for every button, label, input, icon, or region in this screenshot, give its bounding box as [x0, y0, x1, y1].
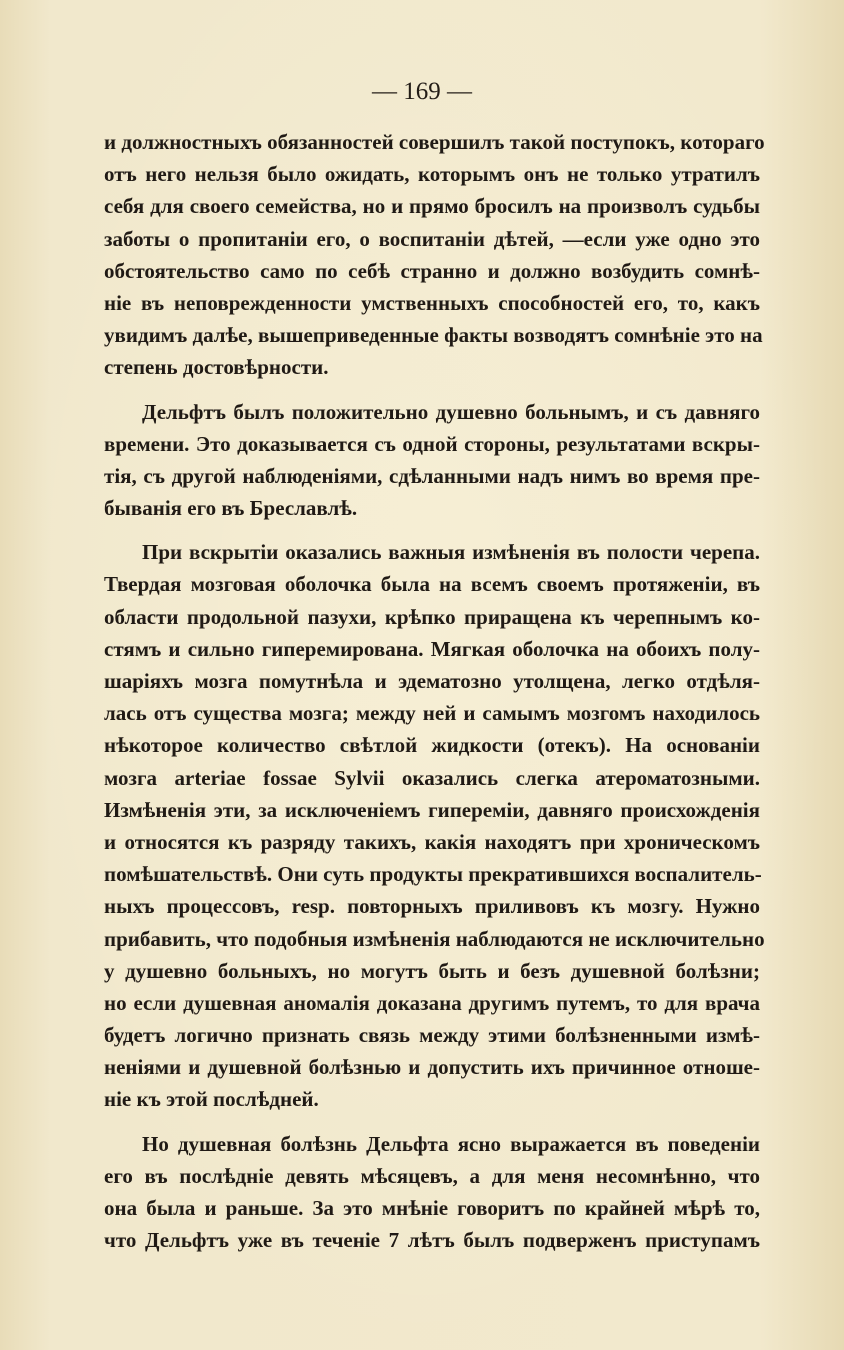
text-line: Дельфтъ былъ положительно душевно больнымъ, и съ давняго [142, 399, 760, 424]
text-line: себя для своего семейства, но и прямо бросилъ на произволъ судьбы [104, 194, 760, 219]
text-line: стямъ и сильно гиперемирована. Мягкая оболочка на обоихъ полу- [104, 636, 760, 661]
text-line: мозга arteriae fossae Sylvii оказались слегка атероматозными. [104, 765, 760, 790]
text-line: заботы о пропитаніи его, о воспитаніи дѣтей, —если уже одно это [104, 226, 760, 251]
text-line: При вскрытіи оказались важныя измѣненія въ полости черепа. [142, 540, 760, 565]
paragraph-gap [104, 524, 760, 536]
body-text [104, 126, 765, 1256]
paragraph-gap [104, 384, 760, 396]
text-line: неніями и душевной болѣзнью и допустить ихъ причинное отноше- [104, 1055, 760, 1080]
text-line: увидимъ далѣе, вышеприведенные факты возводятъ сомнѣніе это на [104, 323, 763, 348]
text-line: времени. Это доказывается съ одной стороны, результатами вскры- [104, 431, 760, 456]
text-line: лась отъ существа мозга; между ней и самымъ мозгомъ находилось [104, 701, 760, 726]
text-line: области продольной пазухи, крѣпко приращена къ черепнымъ ко- [104, 604, 760, 629]
text-line: у душевно больныхъ, но могутъ быть и безъ душевной болѣзни; [104, 958, 760, 983]
text-line: она была и раньше. За это мнѣніе говоритъ по крайней мѣрѣ то, [104, 1196, 760, 1220]
text-line: ныхъ процессовъ, resp. повторныхъ приливовъ къ мозгу. Нужно [104, 894, 760, 919]
text-line: его въ послѣдніе девять мѣсяцевъ, а для меня несомнѣнно, что [104, 1163, 760, 1188]
text-line: степень достовѣрности. [104, 355, 329, 380]
text-line: и должностныхъ обязанностей совершилъ такой поступокъ, котораго [104, 130, 765, 154]
text-line: помѣшательствѣ. Они суть продукты прекратившихся воспалитель- [104, 862, 762, 887]
text-line: быванія его въ Бреславлѣ. [104, 496, 358, 521]
text-line: отъ него нельзя было ожидать, которымъ онъ не только утратилъ [104, 162, 760, 187]
text-line: но если душевная аномалія доказана другимъ путемъ, то для врача [104, 990, 760, 1015]
text-line: нѣкоторое количество свѣтлой жидкости (отекъ). На основаніи [104, 733, 760, 758]
text-line: обстоятельство само по себѣ странно и должно возбудить сомнѣ- [104, 258, 760, 283]
text-line: Твердая мозговая оболочка была на всемъ своемъ протяженіи, въ [104, 572, 760, 597]
text-line: ніе къ этой послѣдней. [104, 1087, 319, 1112]
text-line: и относятся къ разряду такихъ, какія находятъ при хроническомъ [104, 829, 760, 854]
page-number: — 169 — [372, 78, 472, 105]
text-line: будетъ логично признать связь между этими болѣзненными измѣ- [104, 1023, 760, 1048]
text-line: шаріяхъ мозга помутнѣла и эдематозно утолщена, легко отдѣля- [104, 669, 760, 693]
text-line: Но душевная болѣзнь Дельфта ясно выражается въ поведеніи [142, 1131, 760, 1156]
text-line: прибавить, что подобныя измѣненія наблюдаются не исключительно [104, 926, 765, 951]
text-line: ніе въ неповрежденности умственныхъ способностей его, то, какъ [104, 290, 760, 315]
text-line: Измѣненія эти, за исключеніемъ гипереміи, давняго происхожденія [104, 797, 760, 822]
text-line: что Дельфтъ уже въ теченіе 7 лѣтъ былъ подверженъ приступамъ [104, 1228, 760, 1253]
paragraph-gap [104, 1116, 760, 1128]
text-line: тія, съ другой наблюденіями, сдѣланными надъ нимъ во время пре- [104, 463, 760, 488]
